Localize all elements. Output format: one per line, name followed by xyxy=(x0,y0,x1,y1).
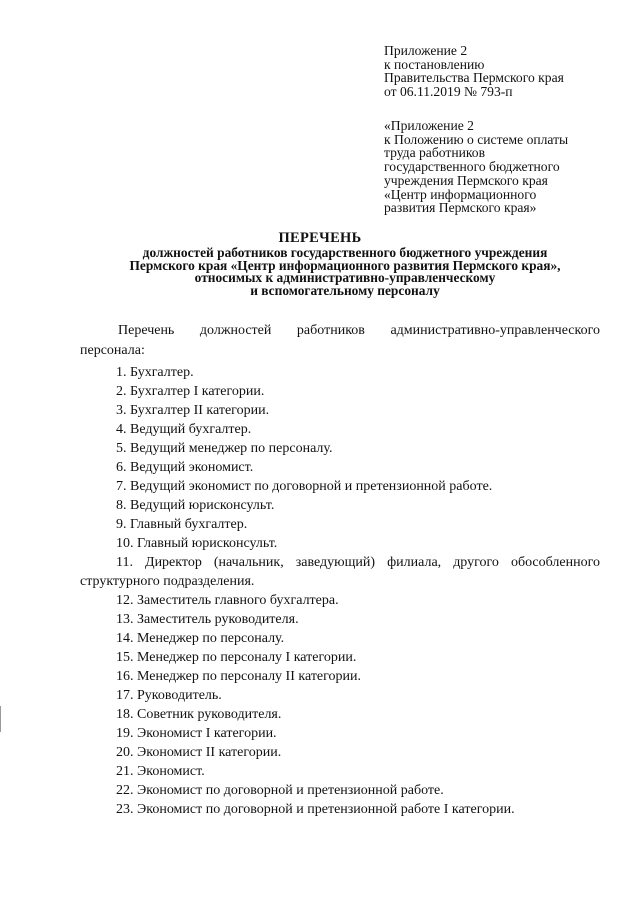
list-item: 14. Менеджер по персоналу. xyxy=(116,631,285,646)
document-subtitle xyxy=(80,247,610,298)
list-item-11-line-1: 11. Директор (начальник, заведующий) филиала, другого обособленного xyxy=(116,555,600,570)
document-title: ПЕРЕЧЕНЬ xyxy=(278,230,362,246)
list-item-11-line-2: структурного подразделения. xyxy=(80,574,255,589)
subtitle-line: Пермского края «Центр информационного развития Пермского края», xyxy=(129,257,561,273)
appendix-1-line: к постановлению xyxy=(384,56,485,72)
appendix-2-line: к Положению о системе оплаты xyxy=(384,131,569,147)
appendix-reference-1 xyxy=(384,44,634,99)
subtitle-line: относимых к административно-управленческому xyxy=(194,270,496,286)
list-item: 21. Экономист. xyxy=(116,764,205,779)
list-item: 12. Заместитель главного бухгалтера. xyxy=(116,593,339,608)
list-item: 6. Ведущий экономист. xyxy=(116,460,254,475)
list-item: 8. Ведущий юрисконсульт. xyxy=(116,498,275,513)
position-list xyxy=(80,363,600,819)
list-item: 22. Экономист по договорной и претензионной работе. xyxy=(116,783,444,798)
intro-line-1: Перечень должностей работников административно-управленческого xyxy=(118,323,600,338)
appendix-2-line: «Приложение 2 xyxy=(384,118,474,133)
subtitle-line: и вспомогательному персоналу xyxy=(250,283,440,299)
appendix-reference-2 xyxy=(384,119,634,215)
list-item: 20. Экономист II категории. xyxy=(116,745,282,760)
list-item: 1. Бухгалтер. xyxy=(116,365,194,380)
list-item: 2. Бухгалтер I категории. xyxy=(116,384,265,399)
appendix-1-line: от 06.11.2019 № 793-п xyxy=(384,84,513,100)
subtitle-line: должностей работников государственного бюджетного учреждения xyxy=(142,245,548,260)
list-item: 15. Менеджер по персоналу I категории. xyxy=(116,650,357,665)
intro-line-2: персонала: xyxy=(80,342,145,358)
list-item: 13. Заместитель руководителя. xyxy=(116,612,299,627)
appendix-1-line: Правительства Пермского края xyxy=(384,70,564,86)
list-item: 18. Советник руководителя. xyxy=(116,707,282,722)
appendix-2-line: труда работников xyxy=(384,145,485,161)
list-item: 3. Бухгалтер II категории. xyxy=(116,403,270,418)
appendix-2-line: учреждения Пермского края xyxy=(384,172,548,188)
scan-edge-mark xyxy=(0,706,1,732)
list-item: 10. Главный юрисконсульт. xyxy=(116,536,278,551)
list-item: 17. Руководитель. xyxy=(116,688,222,703)
list-item: 5. Ведущий менеджер по персоналу. xyxy=(116,441,333,456)
list-item: 7. Ведущий экономист по договорной и претензионной работе. xyxy=(116,479,493,494)
list-item: 4. Ведущий бухгалтер. xyxy=(116,422,252,437)
list-item: 9. Главный бухгалтер. xyxy=(116,517,248,532)
list-item: 23. Экономист по договорной и претензионной работе I категории. xyxy=(116,802,515,817)
intro-paragraph xyxy=(80,321,600,360)
appendix-2-line: развития Пермского края» xyxy=(384,200,537,216)
appendix-2-line: государственного бюджетного xyxy=(384,159,560,175)
appendix-1-line: Приложение 2 xyxy=(384,43,468,58)
list-item-11 xyxy=(80,553,600,591)
appendix-2-line: «Центр информационного xyxy=(384,186,537,202)
list-item: 19. Экономист I категории. xyxy=(116,726,277,741)
list-item: 16. Менеджер по персоналу II категории. xyxy=(116,669,362,684)
